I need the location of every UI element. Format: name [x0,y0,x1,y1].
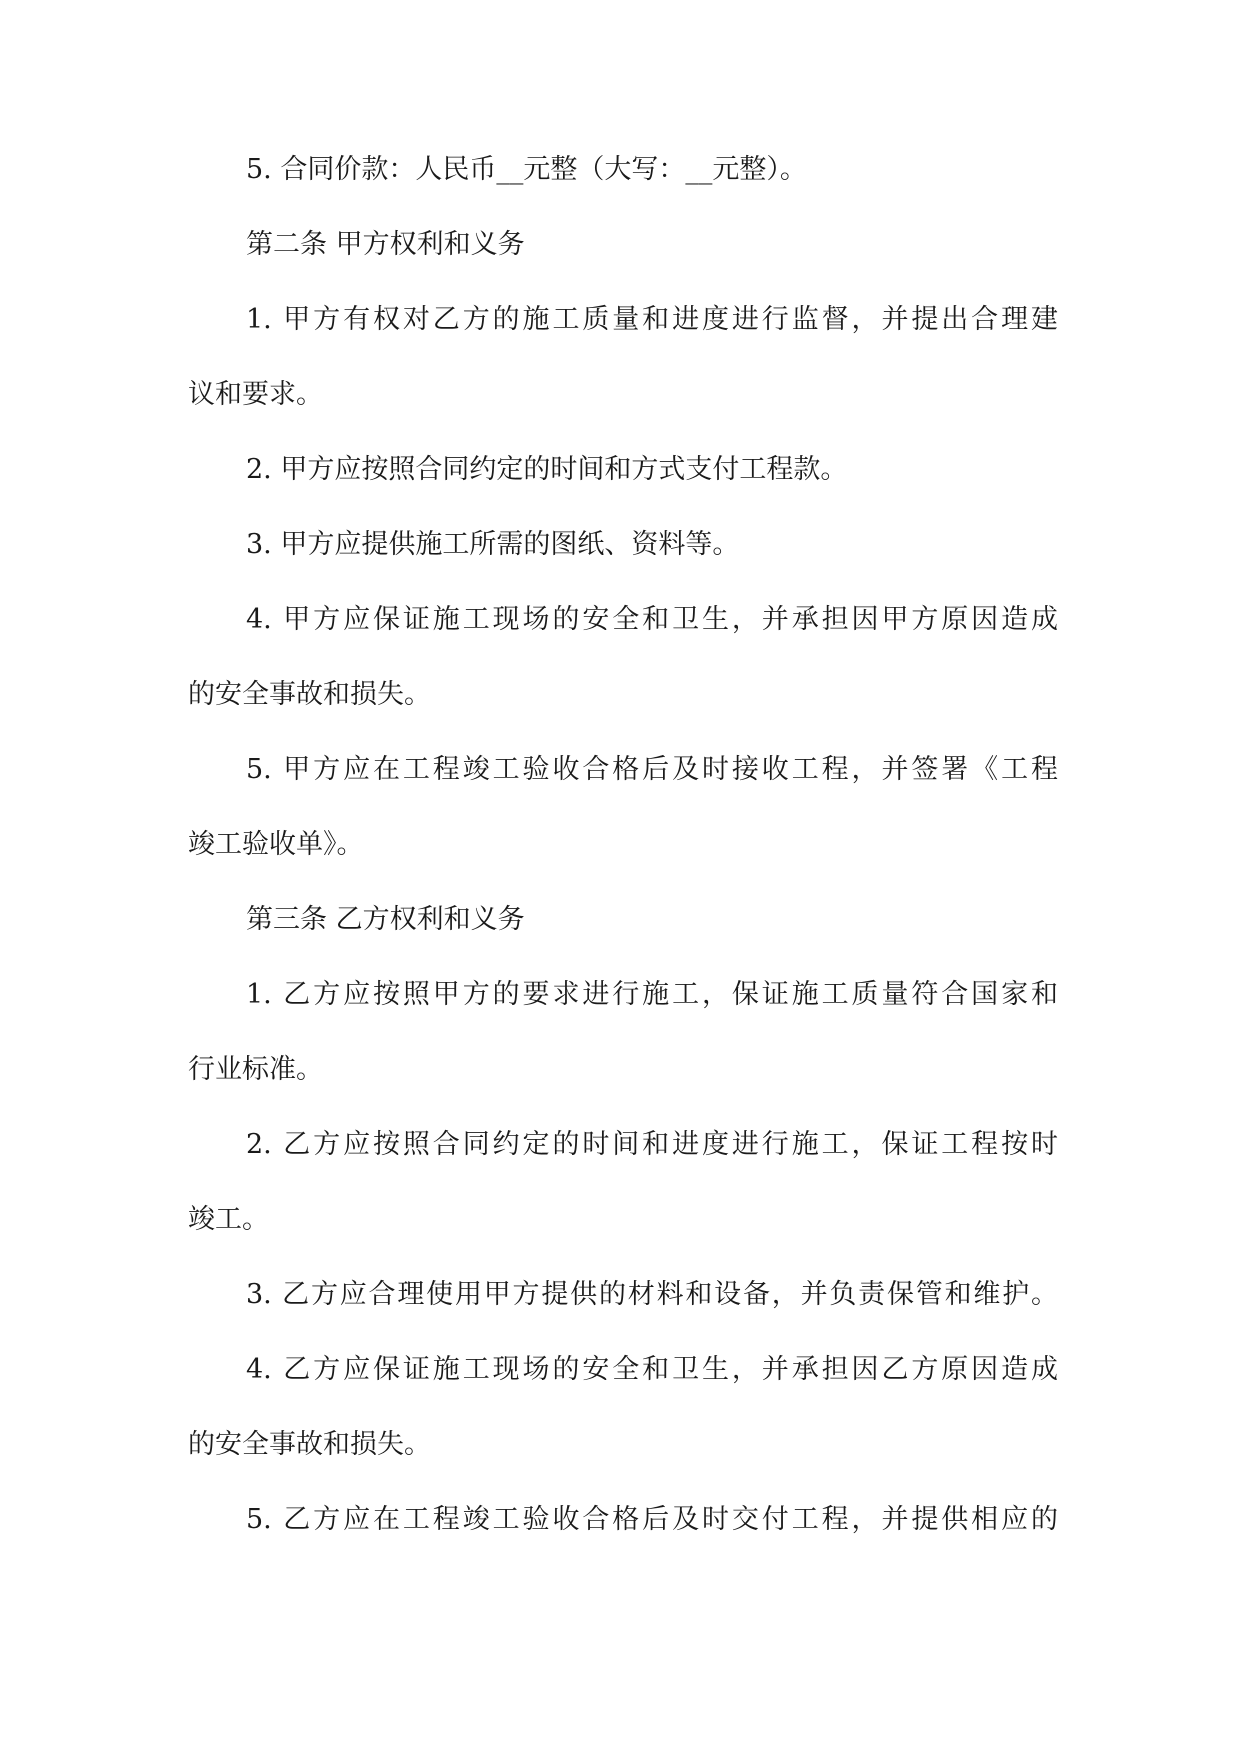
article-3-item-2-line-1: 2. 乙方应按照合同约定的时间和进度进行施工，保证工程按时 [246,1129,1058,1160]
article-2-item-5-line-1: 5. 甲方应在工程竣工验收合格后及时接收工程，并签署《工程 [246,754,1058,785]
article-2-item-3: 3. 甲方应提供施工所需的图纸、资料等。 [246,529,740,560]
article-3-item-1-line-1: 1. 乙方应按照甲方的要求进行施工，保证施工质量符合国家和 [246,979,1058,1010]
article-2-item-1-line-1: 1. 甲方有权对乙方的施工质量和进度进行监督，并提出合理建 [246,304,1058,335]
article-3-item-4-line-2: 的安全事故和损失。 [188,1429,431,1460]
article-2-item-1-line-2: 议和要求。 [188,379,323,410]
article-3-item-4-line-1: 4. 乙方应保证施工现场的安全和卫生，并承担因乙方原因造成 [246,1354,1058,1385]
article-2-item-2: 2. 甲方应按照合同约定的时间和方式支付工程款。 [246,454,848,485]
article-2-item-4-line-2: 的安全事故和损失。 [188,679,431,710]
article-3-item-5-line-1: 5. 乙方应在工程竣工验收合格后及时交付工程，并提供相应的 [246,1504,1058,1535]
article-2-item-5-line-2: 竣工验收单》。 [188,829,364,860]
article-3-heading: 第三条 乙方权利和义务 [246,904,525,935]
article-3-item-1-line-2: 行业标准。 [188,1054,323,1085]
article-2-item-4-line-1: 4. 甲方应保证施工现场的安全和卫生，并承担因甲方原因造成 [246,604,1058,635]
article-3-item-2-line-2: 竣工。 [188,1204,269,1235]
article-3-item-3: 3. 乙方应合理使用甲方提供的材料和设备，并负责保管和维护。 [246,1279,1058,1310]
article-2-heading: 第二条 甲方权利和义务 [246,229,525,260]
clause-1-item-5: 5. 合同价款：人民币__元整（大写：__元整）。 [246,154,807,185]
